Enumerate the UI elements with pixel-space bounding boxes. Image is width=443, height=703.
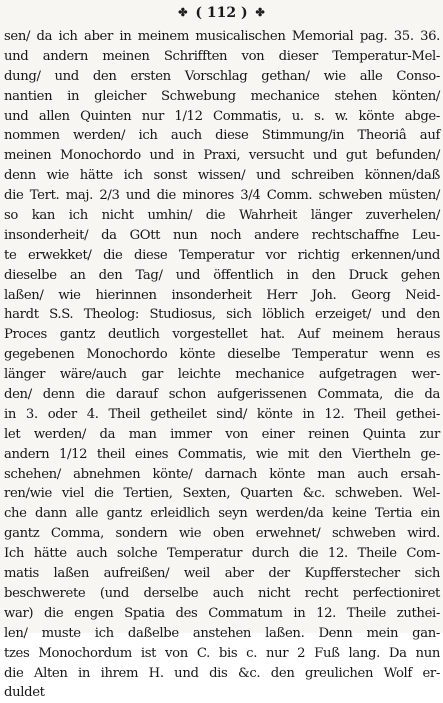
page-header xyxy=(0,4,443,22)
text-line: laßen/ wie hierinnen insonderheit Herr Joh. Georg Neid- xyxy=(4,287,440,303)
text-line: nommen werden/ ich auch diese Stimmung/in Theoriâ auf xyxy=(4,128,440,144)
text-line: in 3. oder 4. Theil getheilet sind/ könte in 12. Theil gethei- xyxy=(4,406,440,422)
text-line: matis laßen aufreißen/ weil aber der Kupfferstecher sich xyxy=(4,566,440,582)
text-line: den/ denn die darauf schon aufgerissenen Commata, die da xyxy=(4,387,440,403)
text-line: tzes Monochordum ist von C. bis c. nur 2 Fuß lang. Da nun xyxy=(4,645,440,661)
text-line: war) die engen Spatia des Commatum in 12. Theile zuthei- xyxy=(4,605,440,621)
text-line: schehen/ abnehmen könte/ darnach könte man auch ersah- xyxy=(4,466,440,482)
text-line: gantz Comma, sondern wie oben erwehnet/ schweben wird. xyxy=(4,526,440,542)
text-line: duldet xyxy=(4,685,45,701)
text-line: insonderheit/ da GOtt nun noch andere rechtschaffne Leu- xyxy=(4,227,440,243)
ornament-right-icon: ✤ xyxy=(255,6,265,19)
text-line: die Tert. maj. 2/3 und die minores 3/4 Comm. schweben müsten/ xyxy=(4,188,440,204)
text-line: so kan ich nicht umhin/ die Wahrheit länger zuverhelen/ xyxy=(4,208,440,224)
text-line: let werden/ da man immer von einer reinen Quinta zur xyxy=(4,426,440,442)
text-line: Ich hätte auch solche Temperatur durch die 12. Theile Com- xyxy=(4,546,440,562)
text-line: sen/ da ich aber in meinem musicalischen Memorial pag. 35. 36. xyxy=(4,29,440,44)
text-line: gegebenen Monochordo könte dieselbe Temperatur wenn es xyxy=(4,347,440,363)
text-line: die Alten in ihrem H. und dis &c. den greulichen Wolf er- xyxy=(4,665,440,681)
text-line: andern 1/12 theil eines Commatis, wie mit den Viertheln ge- xyxy=(4,446,440,462)
text-line: beschwerete (und derselbe auch nicht recht perfectioniret xyxy=(4,585,440,601)
text-line: und allen Quinten nur 1/12 Commatis, u. s. w. könte abge- xyxy=(4,108,440,124)
text-line: dung/ und den ersten Vorschlag gethan/ wie alle Conso- xyxy=(4,68,440,84)
text-line: ren/wie viel die Tertien, Sexten, Quarten &c. schweben. Wel- xyxy=(4,486,440,502)
text-line: hardt S.S. Theolog: Studiosus, sich löblich erzeiget/ und den xyxy=(4,307,440,323)
text-line: und andern meinen Schrifften von dieser Temperatur-Mel- xyxy=(4,48,440,64)
text-line: che dann alle gantz erleidlich seyn werden/da keine Tertia ein xyxy=(4,506,440,522)
text-line: te erwekket/ die diese Temperatur vor richtig erkennen/und xyxy=(4,247,440,263)
text-line: len/ muste ich daßelbe anstehen laßen. Denn mein gan- xyxy=(4,625,440,641)
text-line: Proces gantz deutlich vorgestellet hat. Auf meinem heraus xyxy=(4,327,440,343)
text-line: länger wäre/auch gar leichte mechanice aufgetragen wer- xyxy=(4,367,440,383)
text-line: denn wie hätte ich sonst wissen/ und schreiben können/daß xyxy=(4,168,440,184)
body-text xyxy=(4,27,440,703)
text-line: dieselbe an den Tag/ und öffentlich in den Druck gehen xyxy=(4,267,440,283)
text-line: meinen Monochordo und in Praxi, versucht und gut befunden/ xyxy=(4,148,440,164)
page-number: ( 112 ) xyxy=(195,5,248,21)
text-line: nantien in gleicher Schwebung mechanice stehen könten/ xyxy=(4,88,440,104)
ornament-left-icon: ✤ xyxy=(178,6,188,19)
